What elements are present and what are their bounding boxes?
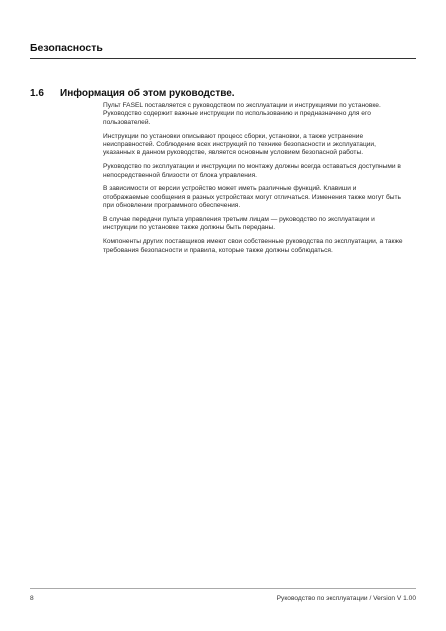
paragraph-intro: Пульт FASEL поставляется с руководством по эксплуатации и инструкциями по установке. Руководство содержит важные инструкции по использованию и предназначено для его пользователей. [103,102,381,126]
page-header-title: Безопасность [30,42,103,54]
footer-divider [30,588,416,589]
page-number: 8 [30,595,34,602]
section-number: 1.6 [30,88,44,99]
section-title: Информация об этом руководстве. [60,88,235,99]
header-divider [30,58,416,59]
paragraph-installation: Инструкции по установки описывают процесс сборки, установки, а также устранение неисправностей. Соблюдение всех инструкций по технике безопасности и эксплуатации, указанных в данном руководстве, является основным условием безопасной работы. [103,132,376,157]
footer-document-info: Руководство по эксплуатации / Version V 1.00 [276,595,416,602]
section-heading [30,88,416,99]
paragraph-transfer: В случае передачи пульта управления третьим лицам — руководство по эксплуатации и инструкции по установке также должны быть переданы. [103,216,375,232]
paragraph-third-party: Компоненты других поставщиков имеют свои собственные руководства по эксплуатации, а также требования безопасности и правила, которые также должны соблюдаться. [103,238,403,254]
section-body [103,102,403,260]
paragraph-availability: Руководство по эксплуатации и инструкции по монтажу должны всегда оставаться доступными в непосредственной близости от блока управления. [103,163,401,179]
paragraph-versions: В зависимости от версии устройство может иметь различные функций. Клавиши и отображаемые сообщения в разных устройствах могут отличаться. Изменения также могут быть при обновлении программного обеспечения. [103,185,401,210]
